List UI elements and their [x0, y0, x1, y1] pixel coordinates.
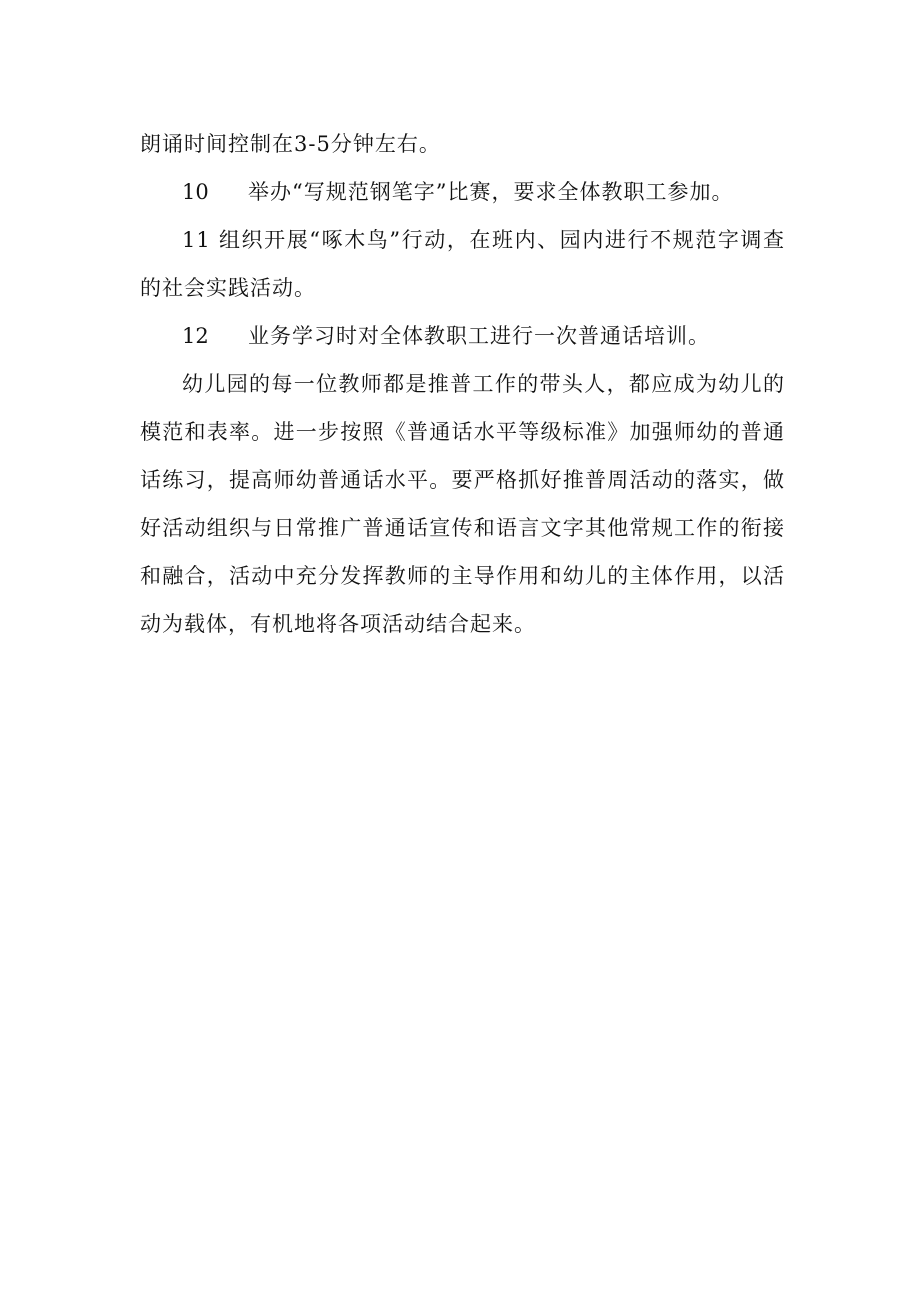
- document-body: [140, 120, 785, 648]
- paragraph-text: 业务学习时对全体教职工进行一次普通话培训。: [248, 324, 710, 348]
- paragraph-text: 幼儿园的每一位教师都是推普工作的带头人，都应成为幼儿的模范和表率。进一步按照《普通话水平等级标准》加强师幼的普通话练习，提高师幼普通话水平。要严格抓好推普周活动的落实，做好活动组织与日常推广普通话宣传和语言文字其他常规工作的衔接和融合，活动中充分发挥教师的主导作用和幼儿的主体作用，以活动为载体，有机地将各项活动结合起来。: [140, 372, 785, 636]
- paragraph-recitation-time: [140, 120, 785, 168]
- item-number: 12: [182, 324, 209, 348]
- paragraph-item-10: [140, 168, 785, 216]
- paragraph-text: 朗诵时间控制在3-5分钟左右。: [140, 132, 441, 156]
- paragraph-item-12: [140, 312, 785, 360]
- paragraph-text: 11 组织开展“啄木鸟”行动，在班内、园内进行不规范字调查的社会实践活动。: [140, 228, 785, 300]
- paragraph-item-11: [140, 216, 785, 312]
- paragraph-summary: [140, 360, 785, 648]
- paragraph-text: 举办“写规范钢笔字”比赛，要求全体教职工参加。: [248, 180, 734, 204]
- item-number: 10: [182, 180, 209, 204]
